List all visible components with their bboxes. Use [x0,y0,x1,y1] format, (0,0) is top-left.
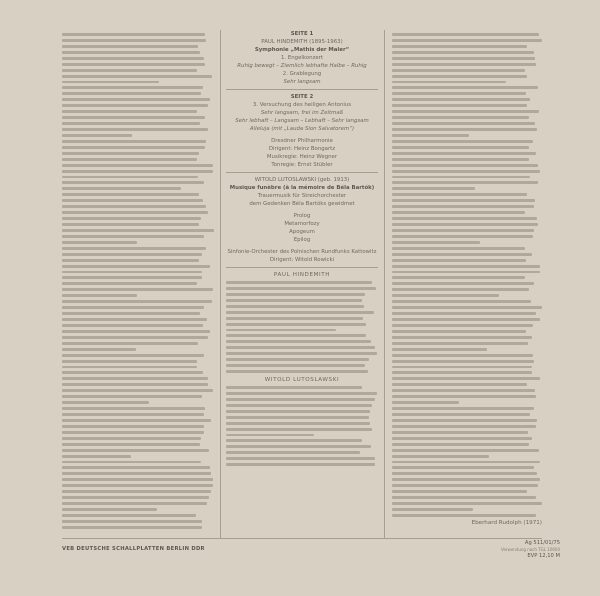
text-line [62,288,213,291]
work-title: Symphonie „Mathis der Maler“ [254,47,350,53]
text-line [226,293,365,296]
text-line [226,463,375,466]
text-line [62,33,205,36]
text-line [226,329,336,332]
text-line [62,116,205,119]
text-line [62,306,204,309]
text-line [226,323,366,326]
movement-tempo: Alleluja (mit „Lauda Sion Salvatorem“) [249,126,355,132]
text-line [392,116,529,119]
text-line [392,57,535,60]
text-line [392,122,535,125]
text-line [62,181,204,184]
text-line [62,51,200,54]
text-line [392,170,540,173]
text-line [62,383,208,386]
work-title: Musique funèbre (à la mémoire de Béla Bartók) [229,185,375,191]
text-line [392,294,499,297]
text-line [62,425,204,428]
text-line [392,134,469,137]
text-line [226,398,375,401]
text-line [62,490,211,493]
text-line [392,324,533,327]
work-dedication: dem Gedenken Béla Bartóks gewidmet [249,201,355,207]
text-line [62,63,205,66]
text-line [62,45,198,48]
text-line [392,51,534,54]
side-1-heading: SEITE 1 [290,31,314,37]
text-line [392,164,538,167]
text-line [392,158,529,161]
text-line [392,75,527,78]
essay-column-left [62,30,214,532]
text-line [62,235,204,238]
part-title: Epilog [293,237,311,243]
text-line [62,217,201,220]
text-line [392,92,526,95]
text-line [226,416,369,419]
text-line [392,181,538,184]
side-2-heading: SEITE 2 [290,94,314,100]
text-line [392,413,530,416]
text-line [392,104,527,107]
movement-title: 2. Grablegung [282,71,322,77]
text-line [62,437,201,440]
text-line [392,455,489,458]
text-line [392,140,533,143]
text-line [392,146,529,149]
text-line [392,443,529,446]
text-line [62,526,202,529]
text-line [62,472,211,475]
text-line [62,128,208,131]
conductor-credit: Dirigent: Witold Rowicki [269,257,335,263]
text-line [62,247,206,250]
text-line [226,352,377,355]
text-line [226,422,370,425]
text-line [226,370,368,373]
text-line [226,358,369,361]
text-line [392,472,537,475]
text-line [62,455,131,458]
text-line [392,282,534,285]
text-line [62,466,210,469]
text-line [392,449,539,452]
text-line [392,336,532,339]
text-line [226,410,370,413]
composer-heading: PAUL HINDEMITH (1895-1963) [261,39,343,45]
text-line [62,253,202,256]
text-line [226,434,314,437]
text-line [226,428,372,431]
text-line [392,223,538,226]
movement-tempo: Sehr langsam [283,79,321,85]
section-rule [226,267,378,268]
text-line [62,324,203,327]
text-line [62,294,137,297]
footer-publisher [62,540,312,553]
text-line [392,354,533,357]
text-line [392,247,525,250]
text-line [392,176,530,179]
text-line [392,300,531,303]
text-line [62,318,207,321]
movement-tempo: Ruhig bewegt – Ziemlich lebhafte Halbe – Ruhig [237,63,367,69]
composer-heading: WITOLD LUTOSLAWSKI (geb. 1913) [254,177,350,183]
text-line [392,342,528,345]
movement-tempo: Sehr langsam, frei im Zeitmaß [260,110,344,116]
text-line [392,86,538,89]
text-line [392,318,540,321]
text-line [226,287,376,290]
text-line [62,57,204,60]
text-line [62,241,137,244]
text-line [62,354,204,357]
text-line [226,439,362,442]
text-line [392,496,536,499]
text-line [392,330,526,333]
text-line [62,98,210,101]
text-line [62,366,197,369]
text-line [62,276,202,279]
movement-title: 1. Engelkonzert [280,55,324,61]
text-line [62,223,199,226]
label-name: VEB DEUTSCHE SCHALLPLATTEN BERLIN DDR [62,545,205,552]
movement-title: 3. Versuchung des heiligen Antonius [252,102,352,108]
text-line [62,348,136,351]
column-divider [384,30,385,538]
footer-rule [62,538,542,539]
text-line [392,217,537,220]
text-line [62,259,199,262]
text-line [392,33,539,36]
text-line [226,340,371,343]
text-line [392,211,525,214]
text-line [62,229,214,232]
engineer-credit: Tonregie: Ernst Stübler [271,162,333,168]
text-line [62,431,204,434]
text-line [62,152,199,155]
producer-credit: Musikregie: Heinz Wegner [266,154,338,160]
text-line [62,336,208,339]
text-line [392,229,534,232]
text-line [62,86,203,89]
text-line [62,211,208,214]
text-line [226,299,362,302]
price: EVP 12,10 M [527,552,560,559]
text-line [62,193,199,196]
text-line [392,199,535,202]
text-line [392,466,534,469]
text-line [392,366,532,369]
text-line [392,63,536,66]
text-line [226,392,377,395]
text-line [392,401,459,404]
biography-heading: WITOLD LUTOSLAWSKI [264,377,340,383]
text-line [392,395,536,398]
section-rule [226,172,378,173]
text-line [392,508,473,511]
text-line [392,128,537,131]
text-line [62,413,204,416]
text-line [226,346,375,349]
text-line [226,404,372,407]
text-line [62,75,212,78]
text-line [226,311,374,314]
text-line [392,39,542,42]
text-line [392,288,529,291]
text-line [226,364,365,367]
orchestra-credit: Dresdner Philharmonie [271,138,333,144]
text-line [392,259,526,262]
text-line [62,312,200,315]
text-line [62,205,206,208]
text-line [62,395,202,398]
text-line [62,508,157,511]
text-line [62,265,210,268]
text-line [392,265,540,268]
text-line [226,281,372,284]
text-line [62,271,202,274]
text-line [62,461,201,464]
text-line [226,305,364,308]
text-line [392,490,527,493]
text-line [62,158,197,161]
text-line [62,282,197,285]
text-line [62,478,213,481]
text-line [392,241,480,244]
text-line [62,110,197,113]
text-line [392,348,487,351]
text-line [226,386,362,389]
text-line [62,170,213,173]
text-line [62,92,201,95]
part-title: Apogeum [289,229,315,235]
distribution-note: Verwendung nach TGL 10600 [501,547,560,552]
text-line [392,69,525,72]
text-line [62,330,210,333]
text-line [392,371,532,374]
text-line [392,502,542,505]
biography-heading: PAUL HINDEMITH [273,272,331,278]
text-line [62,389,213,392]
text-line [392,152,536,155]
text-line [62,342,198,345]
text-line [392,110,539,113]
orchestra-credit: Sinfonie-Orchester des Polnischen Rundfunks Kattowitz [227,249,377,255]
text-line [62,419,211,422]
text-line [392,312,536,315]
text-line [392,360,534,363]
text-line [62,187,181,190]
text-line [392,484,538,487]
text-line [392,377,540,380]
text-line [226,445,371,448]
text-line [62,496,209,499]
text-line [392,193,527,196]
text-line [62,164,213,167]
text-line [392,425,536,428]
text-line [62,502,207,505]
text-line [392,45,527,48]
text-line [62,449,209,452]
footer-catalog [480,540,560,560]
catalog-number: Ag 511/01/75 [524,540,560,546]
movement-tempo: Sehr lebhaft – Langsam – Lebhaft – Sehr langsam [235,118,369,124]
text-line [226,457,375,460]
text-line [62,69,197,72]
biography-text [226,386,378,466]
text-line [62,401,149,404]
text-line [62,146,205,149]
text-line [392,235,533,238]
text-line [62,104,208,107]
text-line [392,276,525,279]
text-line [62,122,200,125]
text-line [62,443,200,446]
text-line [62,371,203,374]
text-line [62,199,203,202]
text-line [62,514,196,517]
text-line [226,317,363,320]
text-line [392,253,532,256]
text-line [62,360,197,363]
text-line [62,176,198,179]
text-line [392,478,540,481]
text-line [392,461,540,464]
text-line [392,271,540,274]
track-listing-column [226,30,378,469]
text-line [392,306,542,309]
text-line [62,81,159,84]
text-line [62,140,206,143]
text-line [392,419,537,422]
text-line [392,81,506,84]
text-line [226,451,360,454]
text-line [392,514,536,517]
text-line [62,377,208,380]
text-line [392,383,527,386]
text-line [392,205,534,208]
biography-text [226,281,378,373]
text-line [392,389,535,392]
text-line [62,39,206,42]
text-line [392,98,530,101]
text-line [392,187,475,190]
part-title: Prolog [293,213,311,219]
text-line [226,334,366,337]
text-line [62,300,212,303]
section-rule [226,89,378,90]
work-subtitle: Trauermusik für Streichorchester [257,193,347,199]
text-line [392,407,534,410]
part-title: Metamorfozy [284,221,320,227]
text-line [62,520,202,523]
text-line [62,407,205,410]
text-line [392,431,528,434]
text-line [62,134,132,137]
conductor-credit: Dirigent: Heinz Bongartz [268,146,336,152]
column-divider [220,30,221,538]
text-line [62,484,213,487]
text-line [392,437,532,440]
essay-column-right [392,30,542,526]
author-signature: Eberhard Rudolph (1971) [471,519,542,526]
